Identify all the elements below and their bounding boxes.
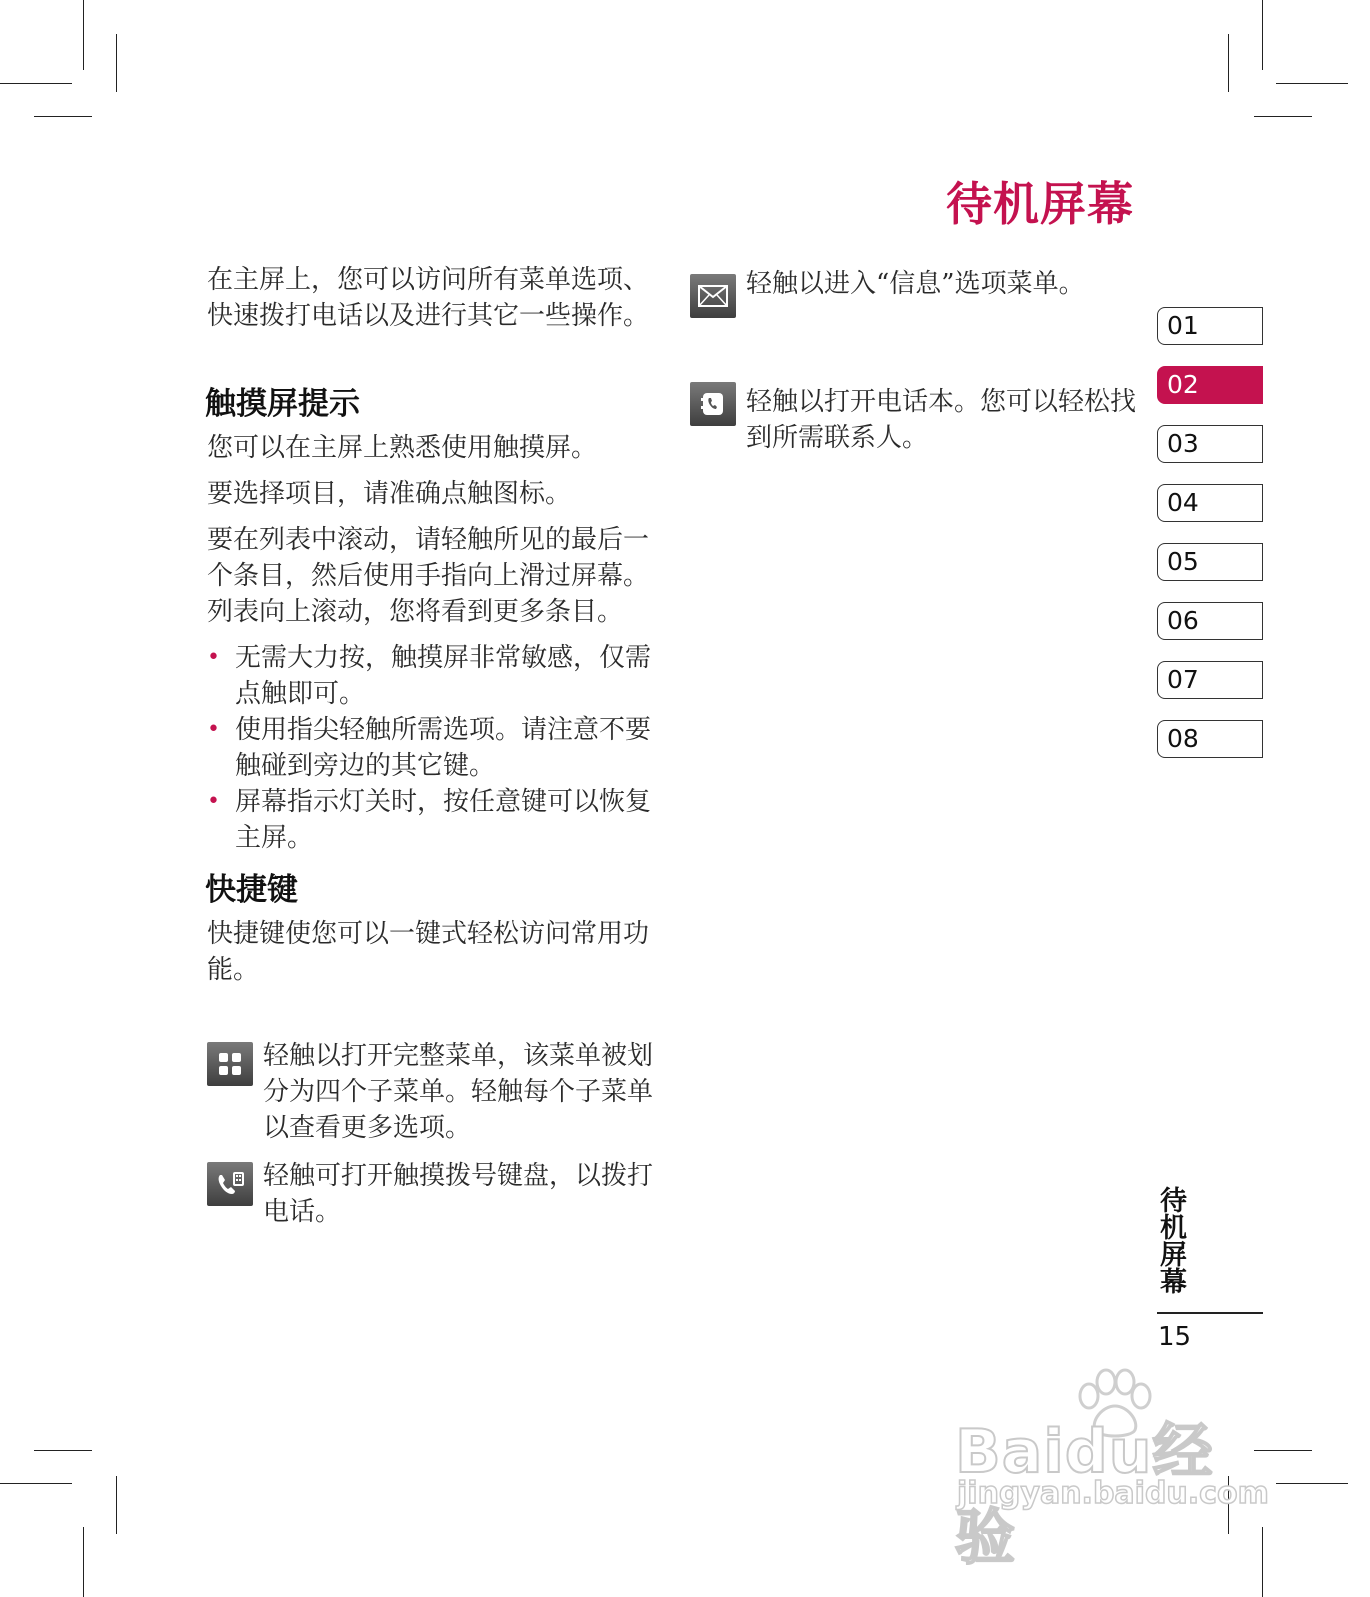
crop-mark: [1276, 1483, 1348, 1484]
chapter-tabs: [1157, 307, 1263, 779]
list-item: • 无需大力按，触摸屏非常敏感，仅需点触即可。: [207, 640, 657, 712]
shortcut-item: [207, 1038, 657, 1146]
crop-mark: [34, 1450, 92, 1451]
crop-mark: [116, 1476, 117, 1534]
watermark-brand: Baidu经验: [955, 1417, 1214, 1573]
tab-08[interactable]: 08: [1157, 720, 1263, 758]
tab-04[interactable]: 04: [1157, 484, 1263, 522]
crop-mark: [83, 0, 84, 70]
crop-mark: [34, 116, 92, 117]
tab-02[interactable]: 02: [1157, 366, 1263, 404]
shortcut-description: 轻触可打开触摸拨号键盘，以拨打电话。: [263, 1161, 654, 1227]
right-column: [690, 266, 1150, 468]
touch-tips-list: [207, 640, 657, 856]
crop-mark: [1228, 34, 1229, 92]
envelope-icon: [690, 274, 736, 318]
shortcut-item: [207, 1158, 657, 1230]
dialpad-phone-icon: [207, 1162, 253, 1206]
menu-grid-icon: [207, 1042, 253, 1086]
crop-mark: [1276, 83, 1348, 84]
baidu-watermark: [955, 1368, 1269, 1573]
spacer: [207, 998, 657, 1038]
shortcuts-heading: 快捷键: [205, 872, 298, 908]
shortcut-item: [690, 266, 1150, 318]
touch-tips-paragraph: 要在列表中滚动，请轻触所见的最后一个条目，然后使用手指向上滑过屏幕。列表向上滚动，您将看到更多条目。: [207, 525, 650, 627]
section-side-label: 待机屏幕: [1155, 1186, 1186, 1294]
crop-mark: [0, 1483, 72, 1484]
shortcut-description: 轻触以打开完整菜单，该菜单被划分为四个子菜单。轻触每个子菜单以查看更多选项。: [263, 1041, 654, 1143]
intro-paragraph: 在主屏上，您可以访问所有菜单选项、快速拨打电话以及进行其它一些操作。: [207, 265, 650, 331]
list-item: • 使用指尖轻触所需选项。请注意不要触碰到旁边的其它键。: [207, 712, 657, 784]
crop-mark: [83, 1527, 84, 1597]
list-item: • 屏幕指示灯关时，按任意键可以恢复主屏。: [207, 784, 657, 856]
phonebook-icon: [690, 382, 736, 426]
shortcut-description: 轻触以打开电话本。您可以轻松找到所需联系人。: [746, 387, 1137, 453]
left-column: [207, 262, 657, 1242]
crop-mark: [1254, 116, 1312, 117]
crop-mark: [0, 83, 72, 84]
spacer: [207, 344, 657, 384]
divider: [1157, 1312, 1263, 1314]
tab-03[interactable]: 03: [1157, 425, 1263, 463]
tab-05[interactable]: 05: [1157, 543, 1263, 581]
tab-07[interactable]: 07: [1157, 661, 1263, 699]
page-title: 待机屏幕: [946, 177, 1134, 231]
touch-tips-paragraph: 您可以在主屏上熟悉使用触摸屏。: [207, 433, 598, 463]
shortcuts-intro: 快捷键使您可以一键式轻松访问常用功能。: [207, 919, 650, 985]
touch-tips-heading: 触摸屏提示: [205, 386, 360, 422]
watermark-url: jingyan.baidu.com: [957, 1476, 1269, 1511]
shortcut-description: 轻触以进入“信息”选项菜单。: [746, 269, 1085, 299]
shortcut-item: [690, 384, 1150, 456]
page-number: 15: [1158, 1322, 1192, 1352]
crop-mark: [1262, 0, 1263, 70]
touch-tips-paragraph: 要选择项目，请准确点触图标。: [207, 479, 572, 509]
tab-01[interactable]: 01: [1157, 307, 1263, 345]
crop-mark: [116, 34, 117, 92]
tab-06[interactable]: 06: [1157, 602, 1263, 640]
